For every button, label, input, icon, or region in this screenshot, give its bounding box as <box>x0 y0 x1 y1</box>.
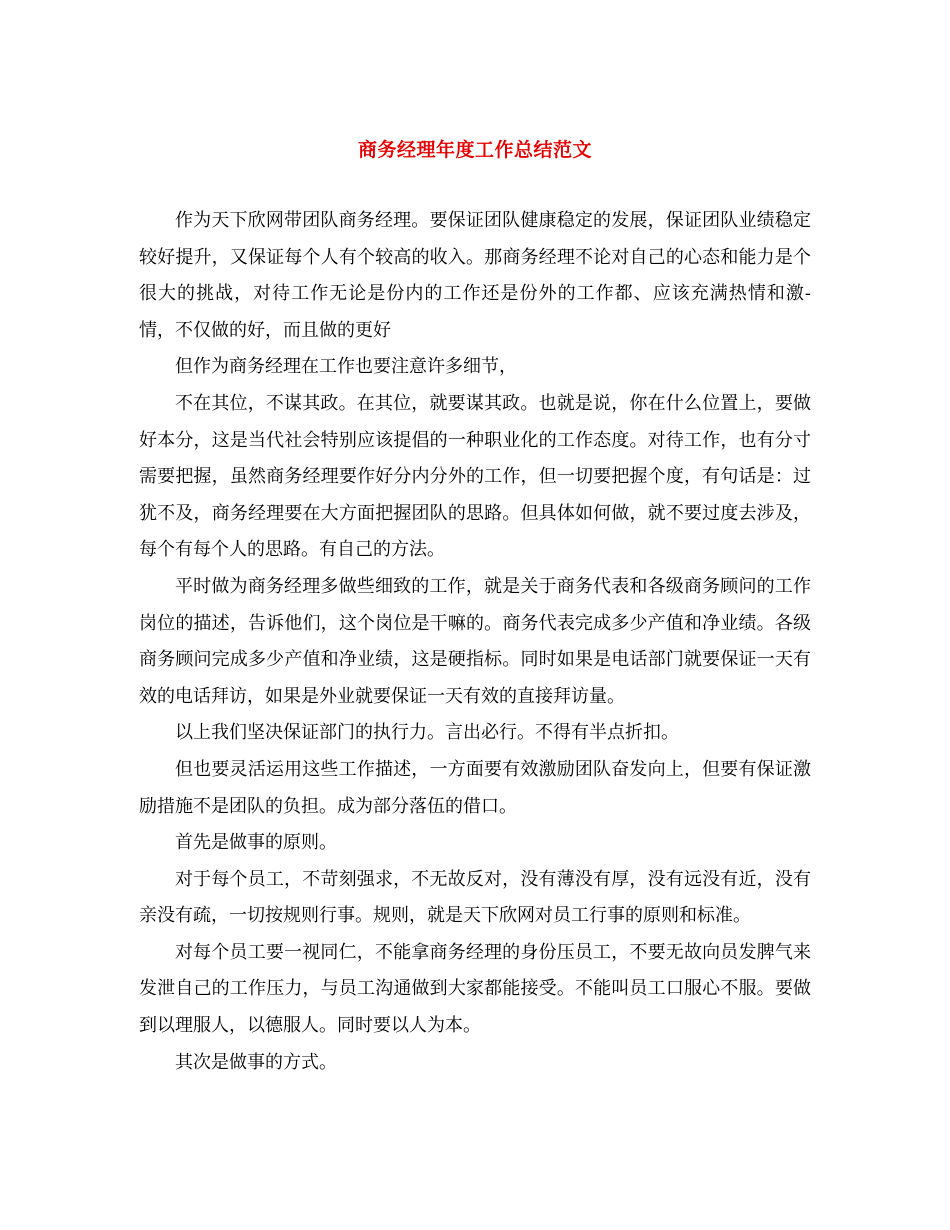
document-title: 商务经理年度工作总结范文 <box>357 139 592 161</box>
body-paragraph: 对于每个员工，不苛刻强求，不无故反对，没有薄没有厚，没有远没有近，没有亲没有疏，一切按规则行事。规则，就是天下欣网对员工行事的原则和标准。 <box>139 868 811 927</box>
body-paragraph: 但作为商务经理在工作也要注意许多细节， <box>175 356 517 378</box>
document-body <box>139 203 811 1081</box>
body-paragraph: 作为天下欣网带团队商务经理。要保证团队健康稳定的发展，保证团队业绩稳定较好提升，又保证每个人有个较高的收入。那商务经理不论对自己的心态和能力是个很大的挑战，对待工作无论是份内的工作还是份外的工作都、应该充满热情和激-情，不仅做的好，而且做的更好 <box>139 210 811 341</box>
body-paragraph: 平时做为商务经理多做些细致的工作，就是关于商务代表和各级商务顾问的工作岗位的描述，告诉他们，这个岗位是干嘛的。商务代表完成多少产值和净业绩。各级商务顾问完成多少产值和净业绩，这是硬指标。同时如果是电话部门就要保证一天有效的电话拜访，如果是外业就要保证一天有效的直接拜访量。 <box>139 575 811 707</box>
body-paragraph: 不在其位，不谋其政。在其位，就要谋其政。也就是说，你在什么位置上，要做好本分，这是当代社会特别应该提倡的一种职业化的工作态度。对待工作，也有分寸需要把握，虽然商务经理要作好分内分外的工作，但一切要把握个度，有句话是：过犹不及，商务经理要在大方面把握团队的思路。但具体如何做，就不要过度去涉及，每个有每个人的思路。有自己的方法。 <box>139 392 811 561</box>
body-paragraph: 对每个员工要一视同仁，不能拿商务经理的身份压员工，不要无故向员发脾气来发泄自己的工作压力，与员工沟通做到大家都能接受。不能叫员工口服心不服。要做到以理服人，以德服人。同时要以人为本。 <box>139 941 811 1037</box>
section-heading-method: 其次是做事的方式。 <box>175 1051 337 1073</box>
body-paragraph: 以上我们坚决保证部门的执行力。言出必行。不得有半点折扣。 <box>175 722 679 744</box>
section-heading-principle: 首先是做事的原则。 <box>175 832 337 854</box>
body-paragraph: 但也要灵活运用这些工作描述，一方面要有效激励团队奋发向上，但要有保证激励措施不是团队的负担。成为部分落伍的借口。 <box>139 758 811 817</box>
